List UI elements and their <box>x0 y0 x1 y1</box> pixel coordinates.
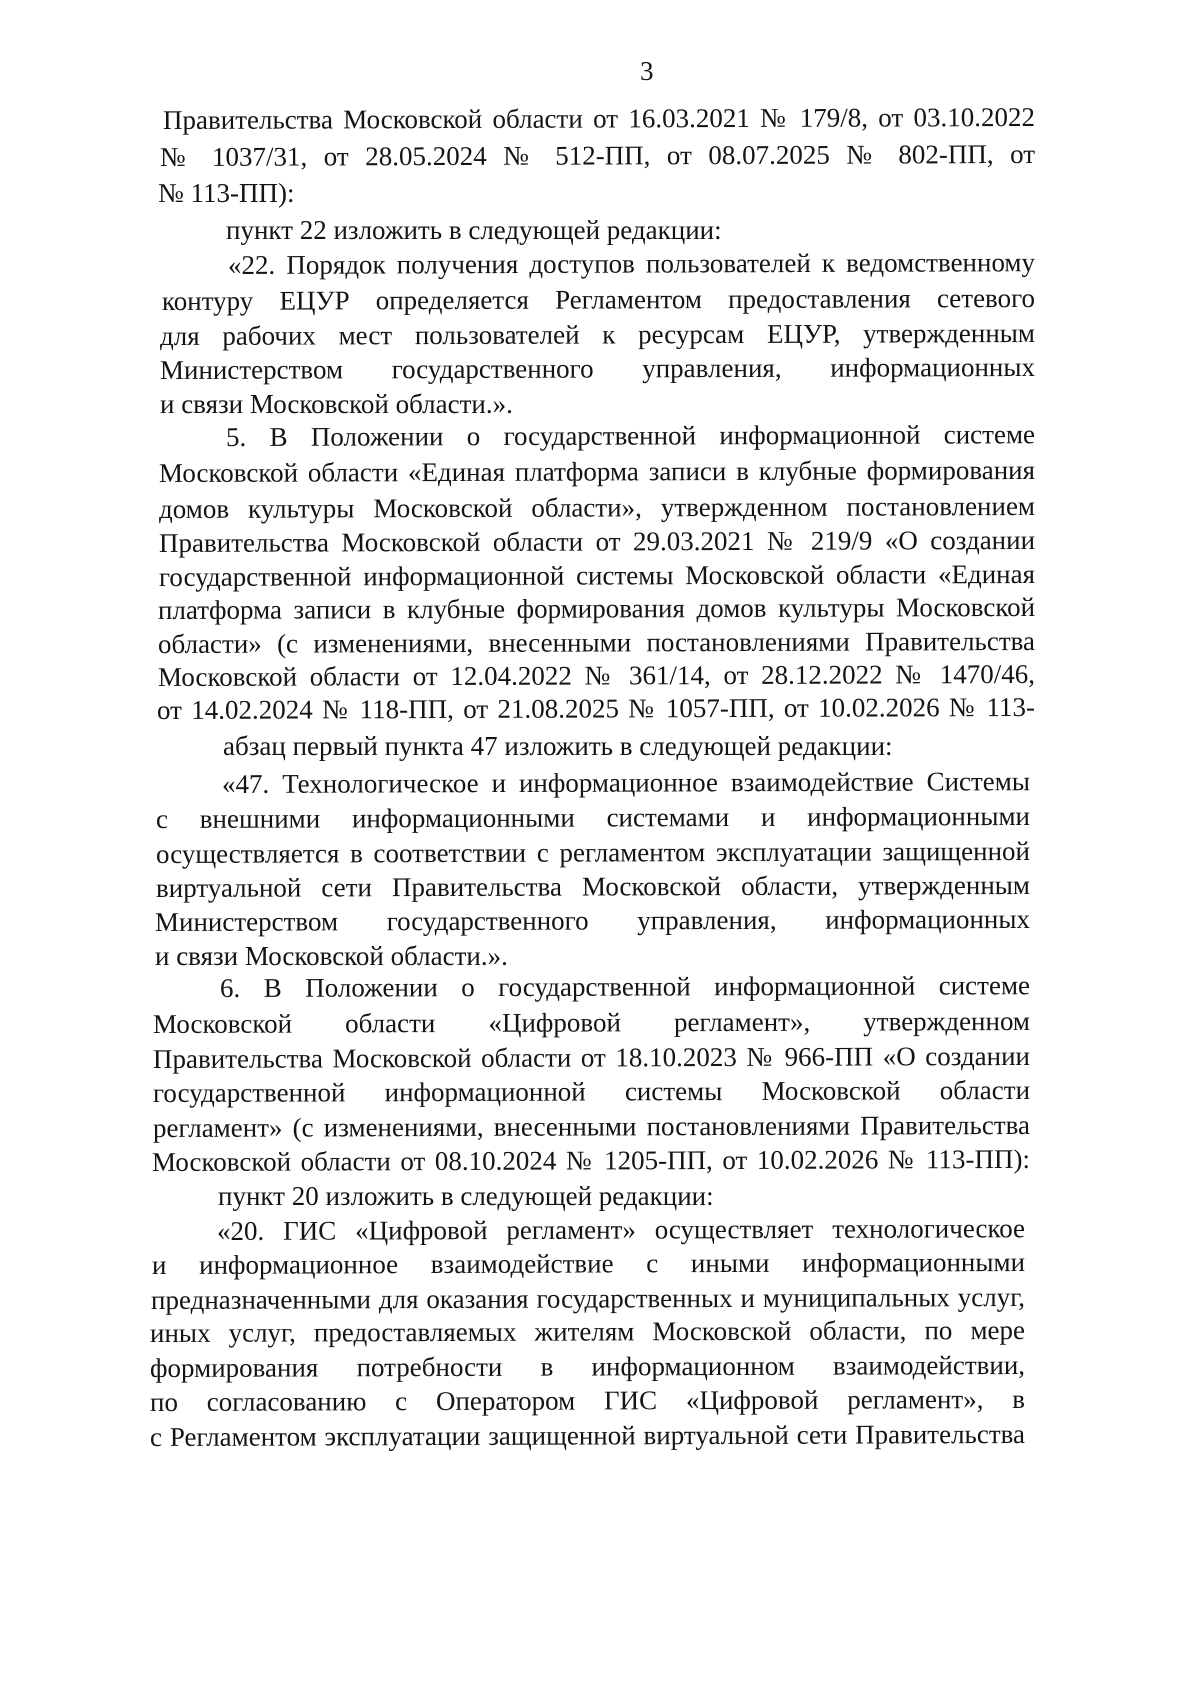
text-line: виртуальной сети Правительства Московской области, утвержденным <box>155 869 1031 903</box>
text-line: предназначенными для оказания государственных и муниципальных услуг, <box>150 1281 1026 1315</box>
text-line: иных услуг, предоставляемых жителям Московской области, по мере <box>149 1314 1026 1348</box>
text-line: домов культуры Московской области», утвержденном постановлением <box>158 490 1036 524</box>
text-line: контуру ЕЦУР определяется Регламентом предоставления сетевого <box>161 282 1036 316</box>
text-line: по согласованию с Оператором ГИС «Цифровой регламент», в <box>149 1383 1026 1417</box>
text-line: абзац первый пункта 47 изложить в следующей редакции: <box>223 731 893 761</box>
text-line: Министерством государственного управления, информационных <box>154 903 1031 937</box>
text-line: № 1037/31, от 28.05.2024 № 512-ПП, от 08.07.2025 № 802-ПП, от <box>159 138 1036 172</box>
text-line: Московской области «Единая платформа записи в клубные формирования <box>158 454 1036 488</box>
text-line: регламент» (с изменениями, внесенными постановлениями Правительства <box>152 1109 1031 1143</box>
text-line: с внешними информационными системами и информационными <box>155 800 1031 834</box>
text-line: Правительства Московской области от 16.03.2021 № 179/8, от 03.10.2022 <box>162 101 1036 135</box>
text-line: государственной информационной системы Московской области «Единая <box>158 558 1036 592</box>
text-line: 5. В Положении о государственной информационной системе <box>225 419 1036 452</box>
text-line: от 14.02.2024 № 118-ПП, от 21.08.2025 № 1057-ПП, от 10.02.2026 № 113-ПП): <box>156 691 1036 725</box>
text-line: осуществляется в соответствии с регламентом эксплуатации защищенной <box>155 835 1031 869</box>
text-line: пункт 22 изложить в следующей редакции: <box>226 215 722 245</box>
text-line: государственной информационной системы Московской области <box>152 1074 1031 1108</box>
page-number: 3 <box>640 56 654 86</box>
text-line: и связи Московской области.». <box>155 941 508 971</box>
text-line: 6. В Положении о государственной информационной системе <box>219 970 1031 1003</box>
text-line: и информационное взаимодействие с иными информационными <box>151 1246 1026 1280</box>
text-line: «20. ГИС «Цифровой регламент» осуществляет технологическое <box>216 1213 1026 1246</box>
text-line: «47. Технологическое и информационное взаимодействие Системы <box>221 766 1031 799</box>
text-line: пункт 20 изложить в следующей редакции: <box>218 1181 714 1211</box>
text-line: формирования потребности в информационном взаимодействии, <box>149 1349 1026 1383</box>
text-line: с Регламентом эксплуатации защищенной виртуальной сети Правительства <box>149 1418 1026 1452</box>
text-line: Московской области от 12.04.2022 № 361/14, от 28.12.2022 № 1470/46, <box>157 658 1036 692</box>
text-line: № 113-ПП): <box>158 178 295 208</box>
text-line: «22. Порядок получения доступов пользователей к ведомственному <box>227 247 1036 280</box>
text-line: и связи Московской области.». <box>160 389 513 419</box>
text-line: платформа записи в клубные формирования домов культуры Московской <box>157 591 1036 625</box>
text-line: Московской области «Цифровой регламент», утвержденном <box>152 1005 1031 1039</box>
text-line: области» (с изменениями, внесенными постановлениями Правительства <box>157 625 1036 659</box>
text-line: Правительства Московской области от 29.03.2021 № 219/9 «О создании <box>158 524 1036 558</box>
text-line: для рабочих мест пользователей к ресурсам ЕЦУР, утвержденным <box>159 317 1036 351</box>
text-line: Московской области от 08.10.2024 № 1205-ПП, от 10.02.2026 № 113-ПП): <box>151 1143 1031 1177</box>
text-line: Министерством государственного управления, информационных <box>159 351 1036 385</box>
text-line: Правительства Московской области от 18.10.2023 № 966-ПП «О создании <box>152 1040 1031 1074</box>
